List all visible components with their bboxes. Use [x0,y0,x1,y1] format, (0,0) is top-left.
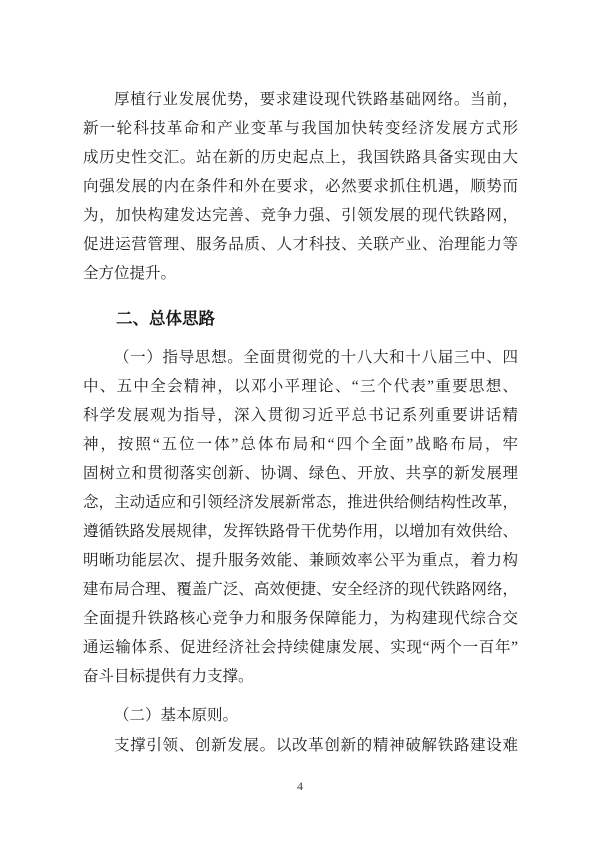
paragraph-line: 念，主动适应和引领经济发展新常态，推进供给侧结构性改革， [83,494,518,511]
paragraph-2 [83,343,518,691]
paragraph-line: 成历史性交汇。站在新的历史起点上，我国铁路具备实现由大 [83,149,518,166]
paragraph-line: 厚植行业发展优势，要求建设现代铁路基础网络。当前， [114,91,518,108]
paragraph-line: 新一轮科技革命和产业变革与我国加快转变经济发展方式形 [83,120,518,137]
section-heading: 二、总体思路 [116,310,215,328]
paragraph-line: 建布局合理、覆盖广泛、高效便捷、安全经济的现代铁路网络， [83,581,518,598]
paragraph-line: 通运输体系、促进经济社会持续健康发展、实现“两个一百年” [83,639,518,656]
page-number: 4 [297,779,303,793]
paragraph-1 [83,85,518,288]
paragraph-line: 全方位提升。 [83,265,177,282]
paragraph-line: 支撑引领、创新发展。以改革创新的精神破解铁路建设难 [114,737,518,754]
paragraph-line: 明晰功能层次、提升服务效能、兼顾效率公平为重点，着力构 [83,552,518,569]
paragraph-line: 全面提升铁路核心竞争力和服务保障能力，为构建现代综合交 [83,610,518,627]
paragraph-line: （一）指导思想。全面贯彻党的十八大和十八届三中、四 [114,349,518,366]
paragraph-line: 中、五中全会精神，以邓小平理论、“三个代表”重要思想、 [83,378,518,395]
paragraph-line: 科学发展观为指导，深入贯彻习近平总书记系列重要讲话精 [83,407,518,424]
paragraph-4 [83,731,518,760]
paragraph-line: 向强发展的内在条件和外在要求，必然要求抓住机遇，顺势而 [83,178,518,195]
paragraph-line: 奋斗目标提供有力支撑。 [83,668,254,685]
paragraph-line: 神，按照“五位一体”总体布局和“四个全面”战略布局，牢 [83,436,518,453]
paragraph-line: 遵循铁路发展规律，发挥铁路骨干优势作用，以增加有效供给、 [83,523,518,540]
paragraph-line: 为，加快构建发达完善、竞争力强、引领发展的现代铁路网， [83,207,518,224]
paragraph-3 [83,701,518,730]
paragraph-line: 促进运营管理、服务品质、人才科技、关联产业、治理能力等 [83,236,518,253]
paragraph-line: （二）基本原则。 [114,707,239,724]
paragraph-line: 固树立和贯彻落实创新、协调、绿色、开放、共享的新发展理 [83,465,518,482]
